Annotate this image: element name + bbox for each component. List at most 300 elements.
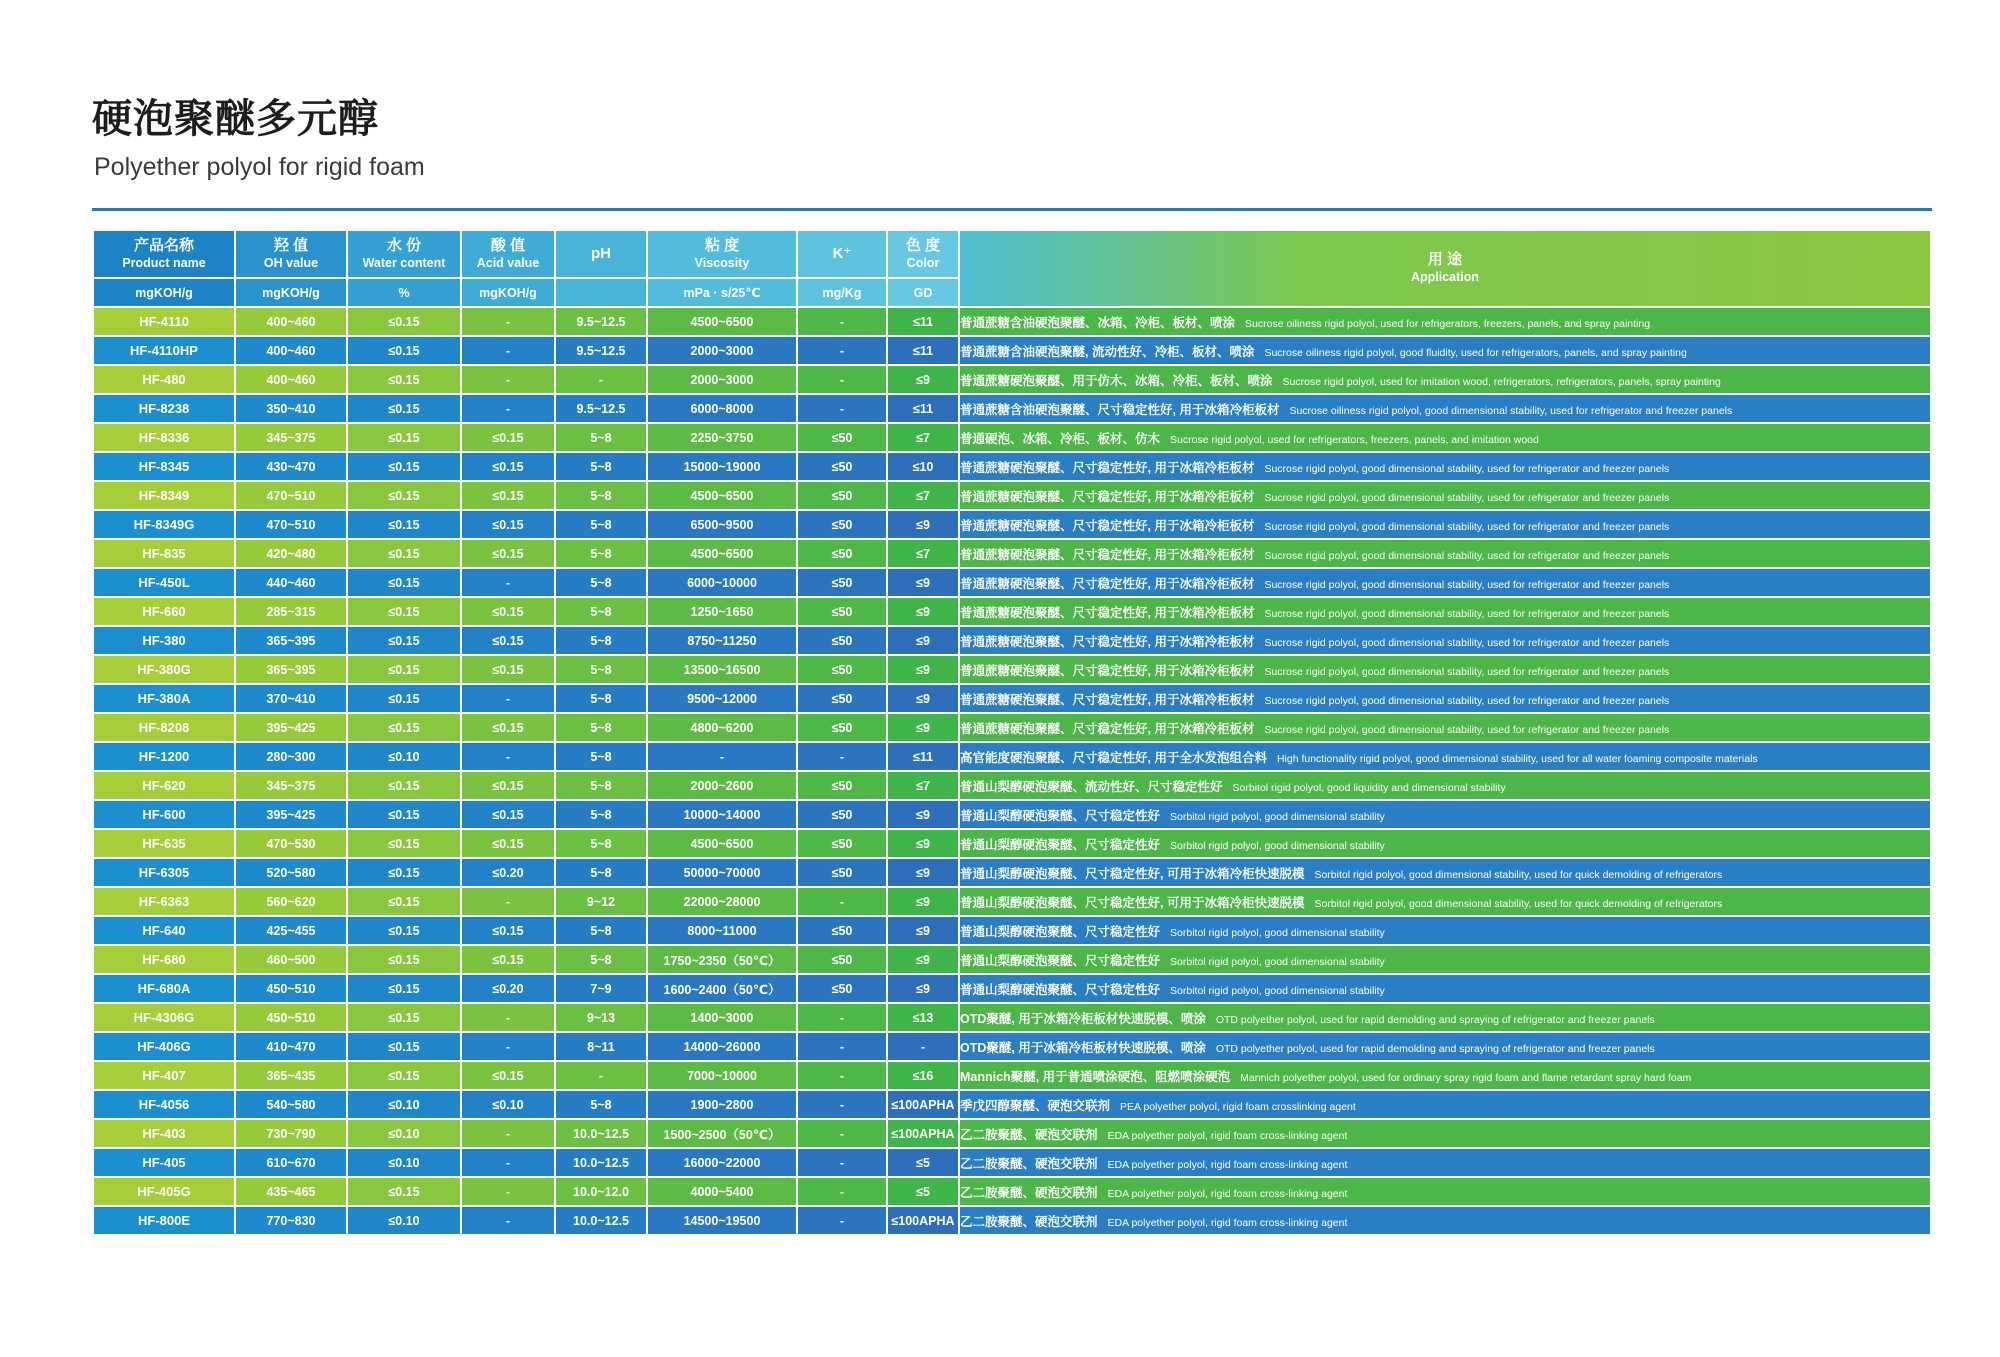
cell-ph: 5~8 bbox=[556, 685, 646, 712]
cell-color: ≤9 bbox=[888, 627, 958, 654]
cell-ph: 5~8 bbox=[556, 482, 646, 509]
table-row bbox=[94, 1149, 1930, 1176]
cell-application bbox=[960, 1091, 1930, 1118]
application-en: EDA polyether polyol, rigid foam cross-linking agent bbox=[1107, 1158, 1348, 1171]
column-header-1 bbox=[236, 231, 346, 277]
cell-application bbox=[960, 801, 1930, 828]
cell-oh: 460~500 bbox=[236, 946, 346, 973]
application-en: Sorbitol rigid polyol, good dimensional stability bbox=[1170, 839, 1385, 852]
column-unit-4 bbox=[556, 279, 646, 306]
cell-acid: ≤0.15 bbox=[462, 511, 554, 538]
cell-application bbox=[960, 395, 1930, 422]
cell-visc: 4500~6500 bbox=[648, 540, 796, 567]
cell-visc: 14500~19500 bbox=[648, 1207, 796, 1234]
cell-acid: ≤0.15 bbox=[462, 772, 554, 799]
application-en: Sucrose rigid polyol, good dimensional stability, used for refrigerator and freezer panels bbox=[1264, 520, 1670, 533]
table-row bbox=[94, 1120, 1930, 1147]
application-cn: 普通山梨醇硬泡聚醚、流动性好、尺寸稳定性好 bbox=[960, 779, 1223, 794]
table-row bbox=[94, 511, 1930, 538]
cell-product-name: HF-406G bbox=[94, 1033, 234, 1060]
cell-oh: 400~460 bbox=[236, 337, 346, 364]
cell-color: - bbox=[888, 1033, 958, 1060]
cell-application bbox=[960, 685, 1930, 712]
column-header-en: Viscosity bbox=[694, 255, 750, 270]
table-row bbox=[94, 830, 1930, 857]
column-unit-3: mgKOH/g bbox=[462, 279, 554, 306]
cell-color: ≤11 bbox=[888, 308, 958, 335]
cell-color: ≤7 bbox=[888, 772, 958, 799]
cell-visc: 13500~16500 bbox=[648, 656, 796, 683]
cell-oh: 345~375 bbox=[236, 772, 346, 799]
column-header-3 bbox=[462, 231, 554, 277]
cell-visc: 1750~2350（50℃） bbox=[648, 946, 796, 973]
cell-water: ≤0.15 bbox=[348, 424, 460, 451]
cell-oh: 345~375 bbox=[236, 424, 346, 451]
cell-product-name: HF-635 bbox=[94, 830, 234, 857]
cell-k: - bbox=[798, 1033, 886, 1060]
cell-k: ≤50 bbox=[798, 482, 886, 509]
cell-acid: - bbox=[462, 888, 554, 915]
cell-water: ≤0.10 bbox=[348, 1120, 460, 1147]
application-cn: 普通山梨醇硬泡聚醚、尺寸稳定性好, 可用于冰箱冷柜快速脱模 bbox=[960, 866, 1305, 881]
column-header-cn: 产品名称 bbox=[133, 236, 194, 254]
cell-ph: 10.0~12.5 bbox=[556, 1149, 646, 1176]
cell-visc: 4800~6200 bbox=[648, 714, 796, 741]
cell-ph: 5~8 bbox=[556, 598, 646, 625]
column-unit-0: mgKOH/g bbox=[94, 279, 234, 306]
column-header-4 bbox=[556, 231, 646, 277]
cell-visc: 2000~2600 bbox=[648, 772, 796, 799]
cell-ph: 7~9 bbox=[556, 975, 646, 1002]
cell-oh: 365~395 bbox=[236, 627, 346, 654]
cell-oh: 395~425 bbox=[236, 801, 346, 828]
cell-ph: 5~8 bbox=[556, 830, 646, 857]
cell-water: ≤0.15 bbox=[348, 1178, 460, 1205]
cell-product-name: HF-4110HP bbox=[94, 337, 234, 364]
application-en: Sucrose rigid polyol, good dimensional stability, used for refrigerator and freezer panels bbox=[1264, 723, 1670, 736]
column-header-en: Color bbox=[906, 255, 940, 270]
application-en: Sorbitol rigid polyol, good liquidity and dimensional stability bbox=[1232, 781, 1506, 794]
cell-water: ≤0.15 bbox=[348, 830, 460, 857]
application-cn: 普通蔗糖硬泡聚醚、尺寸稳定性好, 用于冰箱冷柜板材 bbox=[960, 605, 1255, 620]
cell-application bbox=[960, 482, 1930, 509]
cell-visc: - bbox=[648, 743, 796, 770]
cell-visc: 2000~3000 bbox=[648, 366, 796, 393]
column-header-cn: 水 份 bbox=[386, 236, 422, 254]
cell-ph: 5~8 bbox=[556, 772, 646, 799]
application-en: Sorbitol rigid polyol, good dimensional stability bbox=[1170, 955, 1385, 968]
cell-ph: 9.5~12.5 bbox=[556, 395, 646, 422]
cell-ph: 9~12 bbox=[556, 888, 646, 915]
cell-acid: - bbox=[462, 685, 554, 712]
cell-visc: 1500~2500（50℃） bbox=[648, 1120, 796, 1147]
cell-k: ≤50 bbox=[798, 830, 886, 857]
table-row bbox=[94, 395, 1930, 422]
table-row bbox=[94, 366, 1930, 393]
cell-visc: 8000~11000 bbox=[648, 917, 796, 944]
cell-acid: ≤0.15 bbox=[462, 714, 554, 741]
cell-oh: 365~395 bbox=[236, 656, 346, 683]
cell-k: ≤50 bbox=[798, 917, 886, 944]
cell-water: ≤0.15 bbox=[348, 569, 460, 596]
cell-oh: 440~460 bbox=[236, 569, 346, 596]
cell-water: ≤0.15 bbox=[348, 946, 460, 973]
cell-application bbox=[960, 859, 1930, 886]
application-cn: 普通蔗糖硬泡聚醚、尺寸稳定性好, 用于冰箱冷柜板材 bbox=[960, 692, 1255, 707]
column-unit-5: mPa · s/25℃ bbox=[648, 279, 796, 306]
cell-water: ≤0.15 bbox=[348, 540, 460, 567]
cell-oh: 400~460 bbox=[236, 366, 346, 393]
table-row bbox=[94, 946, 1930, 973]
cell-ph: 5~8 bbox=[556, 540, 646, 567]
cell-k: - bbox=[798, 1062, 886, 1089]
cell-color: ≤100APHA bbox=[888, 1207, 958, 1234]
cell-product-name: HF-8349 bbox=[94, 482, 234, 509]
cell-application bbox=[960, 743, 1930, 770]
cell-application bbox=[960, 1207, 1930, 1234]
table-row bbox=[94, 569, 1930, 596]
cell-visc: 6000~10000 bbox=[648, 569, 796, 596]
cell-k: - bbox=[798, 1207, 886, 1234]
application-en: Mannich polyether polyol, used for ordinary spray rigid foam and flame retardant spray hard foam bbox=[1240, 1071, 1692, 1084]
application-cn: 普通蔗糖硬泡聚醚、尺寸稳定性好, 用于冰箱冷柜板材 bbox=[960, 634, 1255, 649]
cell-acid: ≤0.15 bbox=[462, 453, 554, 480]
cell-oh: 370~410 bbox=[236, 685, 346, 712]
cell-ph: 9.5~12.5 bbox=[556, 308, 646, 335]
table-row bbox=[94, 772, 1930, 799]
application-cn: 普通蔗糖硬泡聚醚、尺寸稳定性好, 用于冰箱冷柜板材 bbox=[960, 721, 1255, 736]
cell-acid: - bbox=[462, 1178, 554, 1205]
cell-k: - bbox=[798, 743, 886, 770]
cell-acid: - bbox=[462, 1120, 554, 1147]
cell-water: ≤0.15 bbox=[348, 1033, 460, 1060]
cell-water: ≤0.15 bbox=[348, 1004, 460, 1031]
cell-water: ≤0.15 bbox=[348, 627, 460, 654]
cell-product-name: HF-620 bbox=[94, 772, 234, 799]
application-en: Sucrose rigid polyol, good dimensional stability, used for refrigerator and freezer panels bbox=[1264, 607, 1670, 620]
cell-acid: ≤0.20 bbox=[462, 975, 554, 1002]
cell-color: ≤9 bbox=[888, 366, 958, 393]
cell-acid: - bbox=[462, 1149, 554, 1176]
cell-product-name: HF-640 bbox=[94, 917, 234, 944]
cell-k: - bbox=[798, 1120, 886, 1147]
cell-product-name: HF-660 bbox=[94, 598, 234, 625]
column-unit-2: % bbox=[348, 279, 460, 306]
application-cn: 普通蔗糖硬泡聚醚、尺寸稳定性好, 用于冰箱冷柜板材 bbox=[960, 663, 1255, 678]
application-en: PEA polyether polyol, rigid foam crosslinking agent bbox=[1120, 1100, 1356, 1113]
application-en: EDA polyether polyol, rigid foam cross-linking agent bbox=[1107, 1216, 1348, 1229]
cell-water: ≤0.15 bbox=[348, 917, 460, 944]
cell-acid: ≤0.15 bbox=[462, 540, 554, 567]
cell-water: ≤0.15 bbox=[348, 308, 460, 335]
cell-ph: 9~13 bbox=[556, 1004, 646, 1031]
column-unit-1: mgKOH/g bbox=[236, 279, 346, 306]
cell-product-name: HF-405 bbox=[94, 1149, 234, 1176]
application-en: Sucrose oiliness rigid polyol, good dimensional stability, used for refrigerator and freezer panels bbox=[1289, 404, 1733, 417]
table-body bbox=[94, 308, 1930, 1234]
application-cn: 普通蔗糖硬泡聚醚、用于仿木、冰箱、冷柜、板材、喷涂 bbox=[960, 373, 1273, 388]
product-spec-table bbox=[92, 229, 1932, 1236]
cell-product-name: HF-6305 bbox=[94, 859, 234, 886]
cell-color: ≤9 bbox=[888, 888, 958, 915]
application-cn: 普通山梨醇硬泡聚醚、尺寸稳定性好 bbox=[960, 837, 1161, 852]
cell-oh: 470~510 bbox=[236, 511, 346, 538]
column-header-cn: 色 度 bbox=[905, 236, 941, 254]
cell-application bbox=[960, 714, 1930, 741]
application-cn: 普通蔗糖含油硬泡聚醚、尺寸稳定性好, 用于冰箱冷柜板材 bbox=[960, 402, 1280, 417]
table-row bbox=[94, 656, 1930, 683]
application-cn: 普通山梨醇硬泡聚醚、尺寸稳定性好 bbox=[960, 808, 1161, 823]
table-row bbox=[94, 482, 1930, 509]
table-row bbox=[94, 540, 1930, 567]
cell-oh: 395~425 bbox=[236, 714, 346, 741]
cell-water: ≤0.15 bbox=[348, 685, 460, 712]
cell-color: ≤100APHA bbox=[888, 1120, 958, 1147]
cell-visc: 1250~1650 bbox=[648, 598, 796, 625]
cell-product-name: HF-800E bbox=[94, 1207, 234, 1234]
cell-color: ≤11 bbox=[888, 337, 958, 364]
cell-acid: - bbox=[462, 308, 554, 335]
cell-color: ≤11 bbox=[888, 743, 958, 770]
column-unit-6: mg/Kg bbox=[798, 279, 886, 306]
column-header-cn: pH bbox=[591, 244, 611, 262]
cell-k: ≤50 bbox=[798, 569, 886, 596]
application-en: Sorbitol rigid polyol, good dimensional stability, used for quick demolding of refrigerators bbox=[1314, 868, 1723, 881]
cell-color: ≤7 bbox=[888, 482, 958, 509]
application-cn: 普通山梨醇硬泡聚醚、尺寸稳定性好 bbox=[960, 924, 1161, 939]
cell-color: ≤9 bbox=[888, 598, 958, 625]
cell-water: ≤0.15 bbox=[348, 859, 460, 886]
cell-water: ≤0.15 bbox=[348, 598, 460, 625]
cell-k: - bbox=[798, 1004, 886, 1031]
application-en: Sorbitol rigid polyol, good dimensional stability bbox=[1170, 926, 1385, 939]
cell-oh: 425~455 bbox=[236, 917, 346, 944]
application-cn: 乙二胺聚醚、硬泡交联剂 bbox=[960, 1156, 1098, 1171]
cell-application bbox=[960, 1062, 1930, 1089]
table-row bbox=[94, 1091, 1930, 1118]
cell-application bbox=[960, 366, 1930, 393]
table-row bbox=[94, 1033, 1930, 1060]
table-row bbox=[94, 308, 1930, 335]
cell-ph: 5~8 bbox=[556, 453, 646, 480]
application-en: High functionality rigid polyol, good dimensional stability, used for all water foaming composite materials bbox=[1276, 752, 1758, 765]
cell-k: ≤50 bbox=[798, 511, 886, 538]
cell-visc: 2250~3750 bbox=[648, 424, 796, 451]
cell-oh: 430~470 bbox=[236, 453, 346, 480]
cell-acid: - bbox=[462, 743, 554, 770]
cell-acid: ≤0.15 bbox=[462, 424, 554, 451]
cell-color: ≤7 bbox=[888, 540, 958, 567]
cell-k: ≤50 bbox=[798, 424, 886, 451]
cell-color: ≤5 bbox=[888, 1149, 958, 1176]
cell-k: - bbox=[798, 366, 886, 393]
application-en: Sucrose rigid polyol, good dimensional stability, used for refrigerator and freezer panels bbox=[1264, 462, 1670, 475]
cell-product-name: HF-407 bbox=[94, 1062, 234, 1089]
application-cn: 普通蔗糖硬泡聚醚、尺寸稳定性好, 用于冰箱冷柜板材 bbox=[960, 489, 1255, 504]
cell-ph: 5~8 bbox=[556, 1091, 646, 1118]
cell-water: ≤0.15 bbox=[348, 482, 460, 509]
cell-color: ≤7 bbox=[888, 424, 958, 451]
application-cn: 高官能度硬泡聚醚、尺寸稳定性好, 用于全水发泡组合料 bbox=[960, 750, 1267, 765]
cell-color: ≤11 bbox=[888, 395, 958, 422]
table-row bbox=[94, 714, 1930, 741]
application-en: Sucrose rigid polyol, good dimensional stability, used for refrigerator and freezer panels bbox=[1264, 549, 1670, 562]
cell-k: ≤50 bbox=[798, 714, 886, 741]
cell-product-name: HF-6363 bbox=[94, 888, 234, 915]
cell-water: ≤0.15 bbox=[348, 453, 460, 480]
column-header-en: Application bbox=[1410, 270, 1480, 285]
cell-k: ≤50 bbox=[798, 975, 886, 1002]
cell-ph: 5~8 bbox=[556, 859, 646, 886]
cell-application bbox=[960, 888, 1930, 915]
cell-color: ≤9 bbox=[888, 685, 958, 712]
column-header-6 bbox=[798, 231, 886, 277]
cell-application bbox=[960, 1033, 1930, 1060]
cell-product-name: HF-8336 bbox=[94, 424, 234, 451]
cell-acid: - bbox=[462, 366, 554, 393]
cell-visc: 1600~2400（50℃） bbox=[648, 975, 796, 1002]
cell-application bbox=[960, 337, 1930, 364]
cell-product-name: HF-4306G bbox=[94, 1004, 234, 1031]
cell-application bbox=[960, 917, 1930, 944]
cell-visc: 9500~12000 bbox=[648, 685, 796, 712]
cell-ph: - bbox=[556, 366, 646, 393]
application-cn: Mannich聚醚, 用于普通喷涂硬泡、阻燃喷涂硬泡 bbox=[960, 1069, 1231, 1084]
cell-ph: 9.5~12.5 bbox=[556, 337, 646, 364]
table-row bbox=[94, 801, 1930, 828]
cell-k: ≤50 bbox=[798, 685, 886, 712]
cell-water: ≤0.15 bbox=[348, 511, 460, 538]
application-en: EDA polyether polyol, rigid foam cross-linking agent bbox=[1107, 1187, 1348, 1200]
table-head bbox=[94, 231, 1930, 306]
application-cn: 普通山梨醇硬泡聚醚、尺寸稳定性好 bbox=[960, 953, 1161, 968]
cell-ph: - bbox=[556, 1062, 646, 1089]
cell-oh: 770~830 bbox=[236, 1207, 346, 1234]
cell-k: ≤50 bbox=[798, 772, 886, 799]
table-row bbox=[94, 1178, 1930, 1205]
cell-water: ≤0.15 bbox=[348, 337, 460, 364]
cell-product-name: HF-8238 bbox=[94, 395, 234, 422]
application-en: Sucrose oiliness rigid polyol, good fluidity, used for refrigerators, panels, and spray painting bbox=[1264, 346, 1687, 359]
cell-acid: - bbox=[462, 1207, 554, 1234]
cell-visc: 2000~3000 bbox=[648, 337, 796, 364]
cell-visc: 15000~19000 bbox=[648, 453, 796, 480]
application-en: Sucrose rigid polyol, good dimensional stability, used for refrigerator and freezer panels bbox=[1264, 578, 1670, 591]
column-header-en: OH value bbox=[263, 255, 319, 270]
cell-ph: 10.0~12.5 bbox=[556, 1120, 646, 1147]
cell-acid: ≤0.15 bbox=[462, 801, 554, 828]
table-row bbox=[94, 627, 1930, 654]
table-row bbox=[94, 917, 1930, 944]
column-header-en: Product name bbox=[122, 255, 206, 270]
cell-color: ≤5 bbox=[888, 1178, 958, 1205]
cell-oh: 520~580 bbox=[236, 859, 346, 886]
cell-k: ≤50 bbox=[798, 453, 886, 480]
table-row bbox=[94, 975, 1930, 1002]
application-en: EDA polyether polyol, rigid foam cross-linking agent bbox=[1107, 1129, 1348, 1142]
cell-visc: 1400~3000 bbox=[648, 1004, 796, 1031]
cell-color: ≤10 bbox=[888, 453, 958, 480]
column-header-cn: K⁺ bbox=[832, 244, 852, 262]
table-row bbox=[94, 888, 1930, 915]
cell-visc: 10000~14000 bbox=[648, 801, 796, 828]
column-header-cn: 用 途 bbox=[1427, 251, 1463, 269]
cell-water: ≤0.15 bbox=[348, 1062, 460, 1089]
application-cn: 普通蔗糖硬泡聚醚、尺寸稳定性好, 用于冰箱冷柜板材 bbox=[960, 518, 1255, 533]
cell-acid: ≤0.15 bbox=[462, 656, 554, 683]
application-en: Sucrose rigid polyol, good dimensional stability, used for refrigerator and freezer panels bbox=[1264, 636, 1670, 649]
column-header-0 bbox=[94, 231, 234, 277]
cell-acid: ≤0.15 bbox=[462, 830, 554, 857]
cell-visc: 8750~11250 bbox=[648, 627, 796, 654]
cell-ph: 10.0~12.5 bbox=[556, 1207, 646, 1234]
title-divider bbox=[92, 208, 1932, 211]
column-header-2 bbox=[348, 231, 460, 277]
cell-product-name: HF-405G bbox=[94, 1178, 234, 1205]
cell-k: ≤50 bbox=[798, 627, 886, 654]
cell-product-name: HF-4056 bbox=[94, 1091, 234, 1118]
cell-application bbox=[960, 453, 1930, 480]
cell-oh: 730~790 bbox=[236, 1120, 346, 1147]
cell-oh: 410~470 bbox=[236, 1033, 346, 1060]
cell-color: ≤9 bbox=[888, 830, 958, 857]
cell-water: ≤0.15 bbox=[348, 772, 460, 799]
cell-product-name: HF-450L bbox=[94, 569, 234, 596]
cell-acid: ≤0.15 bbox=[462, 598, 554, 625]
application-cn: OTD聚醚, 用于冰箱冷柜板材快速脱模、喷涂 bbox=[960, 1011, 1206, 1026]
cell-ph: 5~8 bbox=[556, 946, 646, 973]
cell-k: - bbox=[798, 395, 886, 422]
application-en: Sucrose oiliness rigid polyol, used for refrigerators, freezers, panels, and spray painting bbox=[1245, 317, 1651, 330]
cell-color: ≤9 bbox=[888, 946, 958, 973]
cell-product-name: HF-600 bbox=[94, 801, 234, 828]
cell-acid: ≤0.15 bbox=[462, 627, 554, 654]
cell-color: ≤9 bbox=[888, 859, 958, 886]
cell-color: ≤9 bbox=[888, 511, 958, 538]
cell-oh: 450~510 bbox=[236, 1004, 346, 1031]
cell-application bbox=[960, 975, 1930, 1002]
cell-oh: 560~620 bbox=[236, 888, 346, 915]
column-header-cn: 羟 值 bbox=[273, 236, 309, 254]
cell-application bbox=[960, 598, 1930, 625]
application-en: Sorbitol rigid polyol, good dimensional stability bbox=[1170, 810, 1385, 823]
cell-product-name: HF-380G bbox=[94, 656, 234, 683]
cell-k: ≤50 bbox=[798, 598, 886, 625]
cell-water: ≤0.15 bbox=[348, 801, 460, 828]
cell-k: - bbox=[798, 1091, 886, 1118]
cell-application bbox=[960, 946, 1930, 973]
cell-oh: 470~530 bbox=[236, 830, 346, 857]
application-cn: 普通蔗糖硬泡聚醚、尺寸稳定性好, 用于冰箱冷柜板材 bbox=[960, 460, 1255, 475]
application-cn: 普通山梨醇硬泡聚醚、尺寸稳定性好 bbox=[960, 982, 1161, 997]
cell-application bbox=[960, 1178, 1930, 1205]
cell-visc: 6000~8000 bbox=[648, 395, 796, 422]
cell-product-name: HF-8208 bbox=[94, 714, 234, 741]
cell-ph: 5~8 bbox=[556, 627, 646, 654]
cell-water: ≤0.15 bbox=[348, 975, 460, 1002]
application-cn: 乙二胺聚醚、硬泡交联剂 bbox=[960, 1127, 1098, 1142]
cell-acid: ≤0.10 bbox=[462, 1091, 554, 1118]
application-cn: 普通山梨醇硬泡聚醚、尺寸稳定性好, 可用于冰箱冷柜快速脱模 bbox=[960, 895, 1305, 910]
cell-water: ≤0.15 bbox=[348, 395, 460, 422]
cell-water: ≤0.15 bbox=[348, 888, 460, 915]
page-title-cn: 硬泡聚醚多元醇 bbox=[92, 97, 379, 141]
table-row bbox=[94, 424, 1930, 451]
cell-product-name: HF-380A bbox=[94, 685, 234, 712]
cell-ph: 8~11 bbox=[556, 1033, 646, 1060]
cell-application bbox=[960, 540, 1930, 567]
table-row bbox=[94, 598, 1930, 625]
